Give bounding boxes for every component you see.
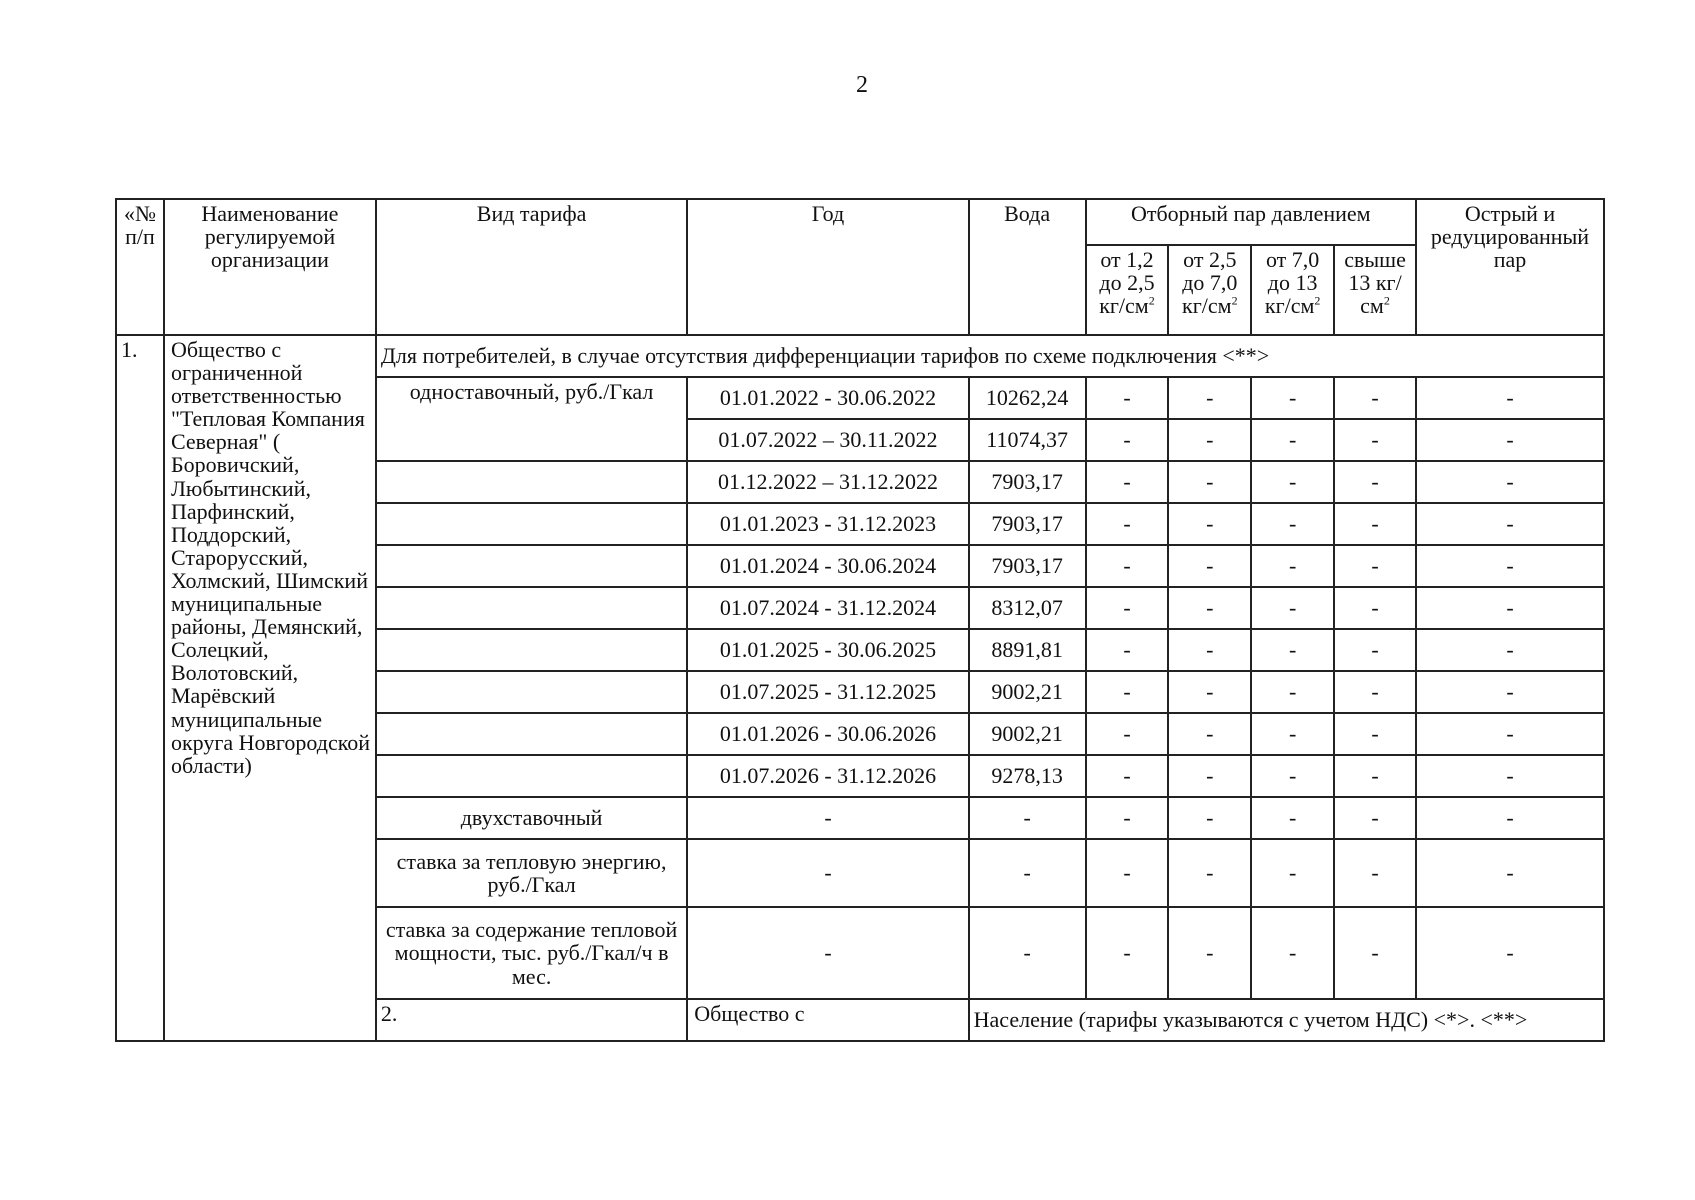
dash-cell: -	[1086, 797, 1169, 839]
dash-cell: -	[1086, 629, 1169, 671]
period: 01.12.2022 – 31.12.2022	[687, 461, 968, 503]
water-value: 11074,37	[969, 419, 1086, 461]
dash-cell: -	[1416, 587, 1604, 629]
dash-cell: -	[1251, 839, 1334, 907]
dash-cell: -	[1251, 419, 1334, 461]
header-num: «№ п/п	[116, 199, 164, 335]
dash-cell: -	[1251, 713, 1334, 755]
empty-cell	[376, 755, 687, 797]
period: 01.01.2025 - 30.06.2025	[687, 629, 968, 671]
section-row	[116, 335, 1604, 377]
dash-cell: -	[1168, 503, 1251, 545]
header-pressure-4: свыше 13 $кг/см^2$	[1334, 245, 1416, 335]
dash-cell: -	[1334, 629, 1416, 671]
header-pressure-2: от 2,5 до 7,0 $кг/см^2$	[1168, 245, 1251, 335]
dash-cell: -	[1251, 755, 1334, 797]
dash-cell: -	[1168, 587, 1251, 629]
table-header-row	[116, 199, 1604, 245]
period: 01.01.2023 - 31.12.2023	[687, 503, 968, 545]
period: 01.07.2022 – 30.11.2022	[687, 419, 968, 461]
header-year: Год	[687, 199, 968, 335]
dash-cell: -	[1086, 503, 1169, 545]
dash-cell: -	[1168, 629, 1251, 671]
tariff-capacity-rate: ставка за содержание тепловой мощности, тыс. руб./Гкал/ч в мес.	[376, 907, 687, 999]
dash-cell: -	[1086, 907, 1169, 999]
water-value: 7903,17	[969, 545, 1086, 587]
page-number: 2	[856, 72, 868, 98]
empty-cell	[376, 671, 687, 713]
dash-cell: -	[1416, 755, 1604, 797]
dash-cell: -	[1251, 671, 1334, 713]
dash-cell: -	[687, 839, 968, 907]
empty-cell	[376, 713, 687, 755]
water-value: 8891,81	[969, 629, 1086, 671]
empty-cell	[376, 545, 687, 587]
water-value: 8312,07	[969, 587, 1086, 629]
dash-cell: -	[1251, 629, 1334, 671]
dash-cell: -	[1086, 755, 1169, 797]
dash-cell: -	[1416, 629, 1604, 671]
dash-cell: -	[1086, 461, 1169, 503]
dash-cell: -	[1334, 503, 1416, 545]
dash-cell: -	[1416, 503, 1604, 545]
dash-cell: -	[1251, 545, 1334, 587]
dash-cell: -	[1251, 797, 1334, 839]
dash-cell: -	[1334, 545, 1416, 587]
header-sharp-steam: Острый и редуцированный пар	[1416, 199, 1604, 335]
period: 01.07.2025 - 31.12.2025	[687, 671, 968, 713]
dash-cell: -	[1416, 671, 1604, 713]
empty-cell	[376, 461, 687, 503]
dash-cell: -	[1416, 461, 1604, 503]
dash-cell: -	[1334, 907, 1416, 999]
tariff-heat-rate: ставка за тепловую энергию, руб./Гкал	[376, 839, 687, 907]
water-value: 9002,21	[969, 671, 1086, 713]
dash-cell: -	[1086, 587, 1169, 629]
tariff-table	[115, 198, 1605, 1042]
dash-cell: -	[1168, 713, 1251, 755]
dash-cell: -	[1416, 839, 1604, 907]
dash-cell: -	[687, 907, 968, 999]
dash-cell: -	[1334, 377, 1416, 419]
dash-cell: -	[1251, 461, 1334, 503]
empty-cell	[376, 503, 687, 545]
dash-cell: -	[1168, 907, 1251, 999]
section-label: Для потребителей, в случае отсутствия дифференциации тарифов по схеме подключения <**>	[376, 335, 1604, 377]
period: 01.01.2022 - 30.06.2022	[687, 377, 968, 419]
dash-cell: -	[687, 797, 968, 839]
water-value: 7903,17	[969, 461, 1086, 503]
header-tariff-type: Вид тарифа	[376, 199, 687, 335]
tariff-one-rate: одноставочный, руб./Гкал	[376, 377, 687, 461]
dash-cell: -	[1251, 587, 1334, 629]
dash-cell: -	[1416, 545, 1604, 587]
dash-cell: -	[1086, 671, 1169, 713]
dash-cell: -	[1334, 587, 1416, 629]
dash-cell: -	[1168, 839, 1251, 907]
dash-cell: -	[1334, 671, 1416, 713]
dash-cell: -	[1334, 839, 1416, 907]
dash-cell: -	[1416, 797, 1604, 839]
dash-cell: -	[1168, 419, 1251, 461]
dash-cell: -	[1416, 377, 1604, 419]
dash-cell: -	[1168, 377, 1251, 419]
dash-cell: -	[1086, 839, 1169, 907]
header-org: Наименование регулируемой организации	[164, 199, 376, 335]
dash-cell: -	[1334, 713, 1416, 755]
dash-cell: -	[1086, 713, 1169, 755]
dash-cell: -	[1168, 671, 1251, 713]
dash-cell: -	[1168, 797, 1251, 839]
water-value: 7903,17	[969, 503, 1086, 545]
period: 01.07.2024 - 31.12.2024	[687, 587, 968, 629]
dash-cell: -	[1416, 419, 1604, 461]
header-pressure-3: от 7,0 до 13 $кг/см^2$	[1251, 245, 1334, 335]
dash-cell: -	[1334, 797, 1416, 839]
organization-name: Общество с ограниченной ответственностью "Тепловая Компания Северная" ( Боровичский, Любытинский, Парфинский, Поддорский, Старорусский, Холмский, Шимский муниципальные районы, Демянский, Солецкий, Волотовский, Марёвский муниципальные округа Новгородской области)	[164, 335, 376, 1041]
dash-cell: -	[1416, 713, 1604, 755]
dash-cell: -	[1334, 419, 1416, 461]
dash-cell: -	[1416, 907, 1604, 999]
dash-cell: -	[1334, 755, 1416, 797]
dash-cell: -	[969, 839, 1086, 907]
dash-cell: -	[1168, 545, 1251, 587]
tariff-two-rate: двухставочный	[376, 797, 687, 839]
water-value: 9002,21	[969, 713, 1086, 755]
row-num: 2.	[376, 999, 687, 1041]
dash-cell: -	[1251, 503, 1334, 545]
row-num: 1.	[116, 335, 164, 1041]
organization-name: Общество с	[687, 999, 968, 1041]
header-pressure-1: от 1,2 до 2,5 $кг/см^2$	[1086, 245, 1169, 335]
water-value: 9278,13	[969, 755, 1086, 797]
dash-cell: -	[1251, 377, 1334, 419]
dash-cell: -	[1168, 755, 1251, 797]
dash-cell: -	[1168, 461, 1251, 503]
dash-cell: -	[1086, 545, 1169, 587]
dash-cell: -	[969, 907, 1086, 999]
period: 01.07.2026 - 31.12.2026	[687, 755, 968, 797]
water-value: 10262,24	[969, 377, 1086, 419]
header-water: Вода	[969, 199, 1086, 335]
empty-cell	[376, 629, 687, 671]
dash-cell: -	[1086, 377, 1169, 419]
header-steam-group: Отборный пар давлением	[1086, 199, 1416, 245]
dash-cell: -	[1086, 419, 1169, 461]
dash-cell: -	[1251, 907, 1334, 999]
period: 01.01.2026 - 30.06.2026	[687, 713, 968, 755]
section-label: Население (тарифы указываются с учетом НДС) <*>. <**>	[969, 999, 1604, 1041]
dash-cell: -	[1334, 461, 1416, 503]
empty-cell	[376, 587, 687, 629]
period: 01.01.2024 - 30.06.2024	[687, 545, 968, 587]
dash-cell: -	[969, 797, 1086, 839]
